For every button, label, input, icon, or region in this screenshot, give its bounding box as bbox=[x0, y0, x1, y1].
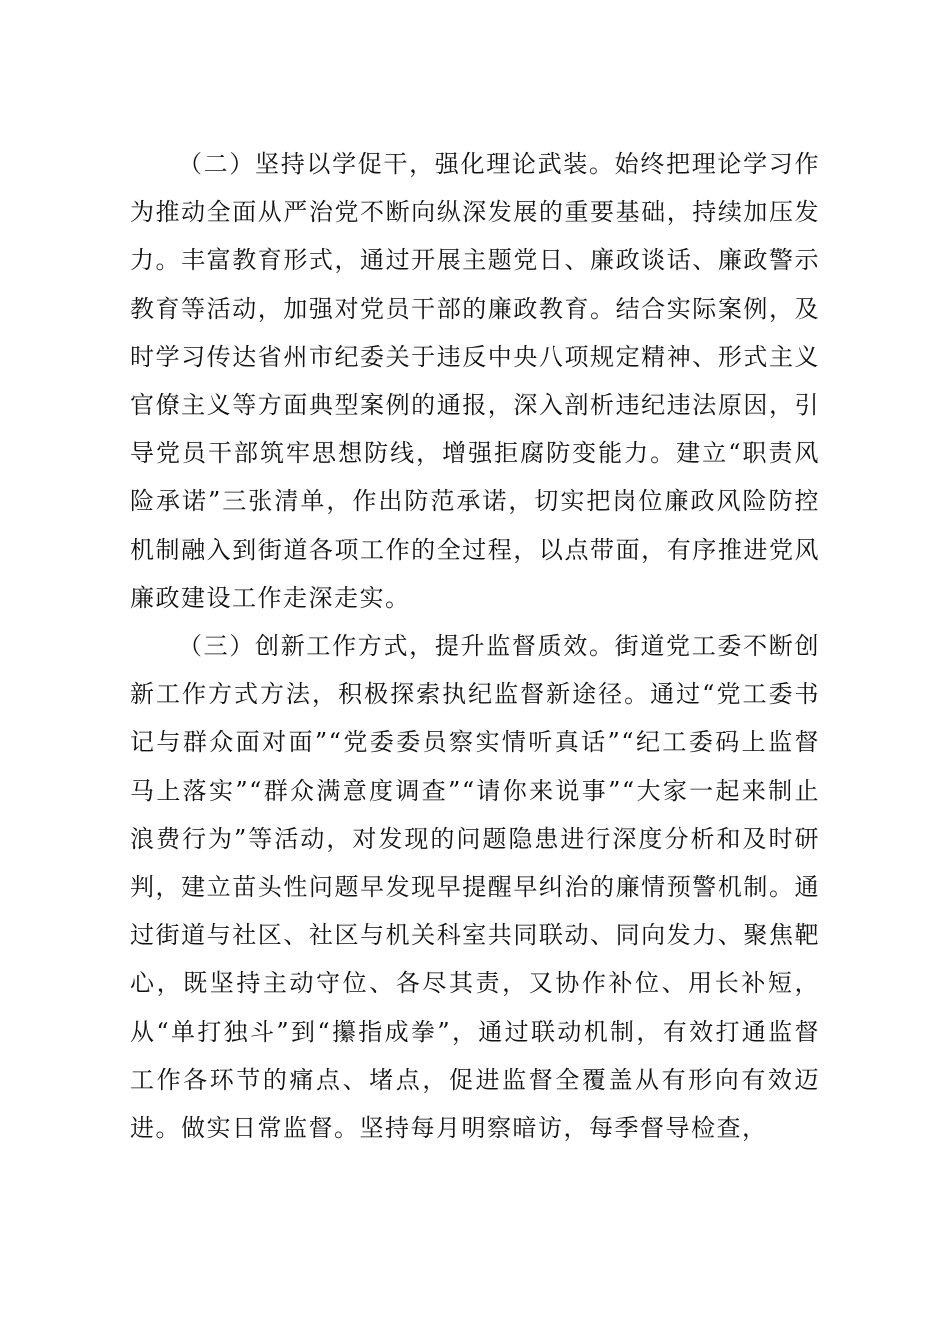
paragraph-theory-study: （二）坚持以学促干，强化理论武装。始终把理论学习作为推动全面从严治党不断向纵深发展的重要基础，持续加压发力。丰富教育形式，通过开展主题党日、廉政谈话、廉政警示教育等活动，加强对党员干部的廉政教育。结合实际案例，及时学习传达省州市纪委关于违反中央八项规定精神、形式主义官僚主义等方面典型案例的通报，深入剖析违纪违法原因，引导党员干部筑牢思想防线，增强拒腐防变能力。建立“职责风险承诺”三张清单，作出防范承诺，切实把岗位廉政风险防控机制融入到街道各项工作的全过程，以点带面，有序推进党风廉政建设工作走深走实。 bbox=[130, 150, 820, 612]
document-body bbox=[130, 140, 820, 1152]
paragraph-supervision-innovation: （三）创新工作方式，提升监督质效。街道党工委不断创新工作方式方法，积极探索执纪监督新途径。通过“党工委书记与群众面对面”“党委委员察实情听真话”“纪工委码上监督马上落实”“群众满意度调查”“请你来说事”“大家一起来制止浪费行为”等活动，对发现的问题隐患进行深度分析和及时研判，建立苗头性问题早发现早提醒早纠治的廉情预警机制。通过街道与社区、社区与机关科室共同联动、同向发力、聚焦靶心，既坚持主动守位、各尽其责，又协作补位、用长补短，从“单打独斗”到“攥指成拳”，通过联动机制，有效打通监督工作各环节的痛点、堵点，促进监督全覆盖从有形向有效迈进。做实日常监督。坚持每月明察暗访，每季督导检查， bbox=[130, 632, 820, 1143]
